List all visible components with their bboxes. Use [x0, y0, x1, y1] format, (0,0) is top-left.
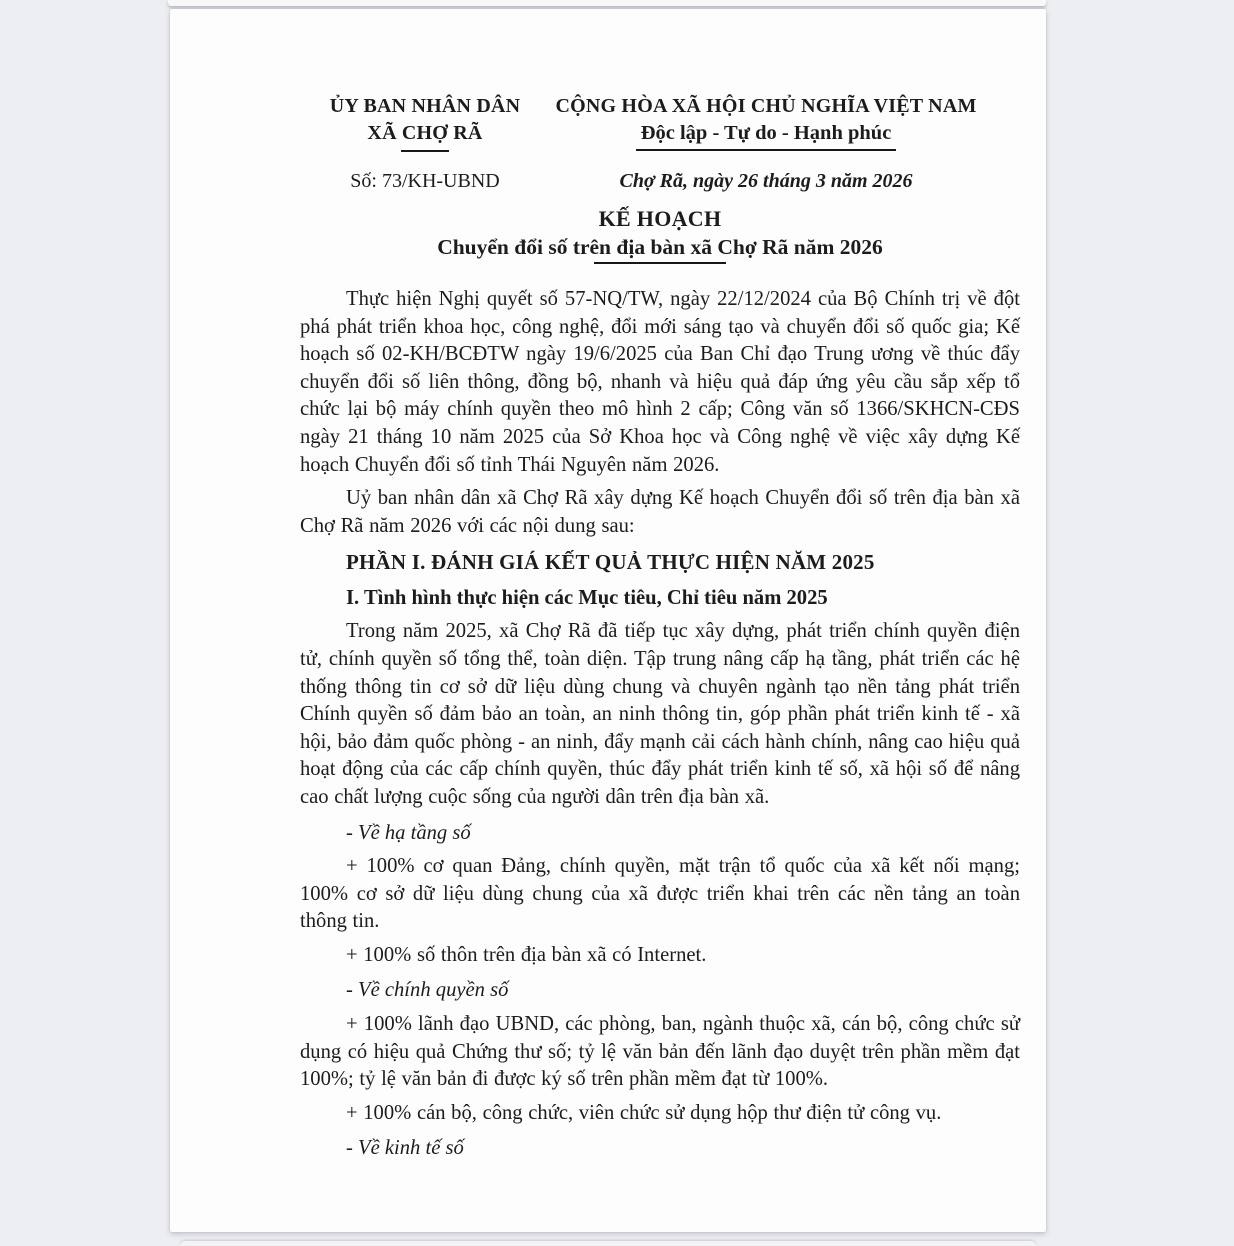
national-motto: Độc lập - Tự do - Hạnh phúc — [636, 120, 897, 151]
org-underline — [401, 150, 449, 152]
national-title: CỘNG HÒA XÃ HỘI CHỦ NGHĨA VIỆT NAM — [555, 95, 977, 117]
issuing-org-block — [300, 93, 550, 195]
title-underline — [594, 262, 726, 264]
document-title-block — [300, 205, 1020, 264]
italic-subheading: - Về chính quyền số — [346, 979, 509, 1002]
section-heading: PHẦN I. ĐÁNH GIÁ KẾT QUẢ THỰC HIỆN NĂM 2025 — [346, 550, 875, 575]
paragraph: Trong năm 2025, xã Chợ Rã đã tiếp tục xây dựng, phát triển chính quyền điện tử, chính quyền số tổng thể, toàn diện. Tập trung nâng cấp hạ tầng, phát triển các hệ thống thông tin cơ sở dữ liệu dùng chung và chuyên ngành tạo nền tảng phát triển Chính quyền số đảm bảo an toàn, an ninh thông tin, góp phần phát triển kinh tế - xã hội, bảo đảm quốc phòng - an ninh, đẩy mạnh cải cách hành chính, nâng cao hiệu quả hoạt động của các cấp chính quyền, thúc đẩy phát triển kinh tế số, xã hội số để nâng cao chất lượng cuộc sống của người dân trên địa bàn xã. — [300, 620, 1020, 808]
place-date-line: Chợ Rã, ngày 26 tháng 3 năm 2026 — [619, 170, 913, 192]
indicator-item: + 100% lãnh đạo UBND, các phòng, ban, ngành thuộc xã, cán bộ, công chức sử dụng có hiệu quả Chứng thư số; tỷ lệ văn bản đến lãnh đạo duyệt trên phần mềm đạt 100%; tỷ lệ văn bản đi được ký số trên phần mềm đạt từ 100%. — [300, 1013, 1020, 1091]
org-name-line1: ỦY BAN NHÂN DÂN — [329, 95, 521, 117]
indicator-item: + 100% số thôn trên địa bàn xã có Internet. — [346, 943, 707, 966]
national-header-block — [554, 93, 978, 193]
italic-subheading: - Về kinh tế số — [346, 1137, 464, 1160]
indicator-item: + 100% cơ quan Đảng, chính quyền, mặt trận tổ quốc của xã kết nối mạng; 100% cơ sở dữ liệu dùng chung của xã được triển khai trên các nền tảng an toàn thông tin. — [300, 855, 1020, 933]
document-body — [300, 286, 1020, 1163]
paragraph: Uỷ ban nhân dân xã Chợ Rã xây dựng Kế hoạch Chuyển đổi số trên địa bàn xã Chợ Rã năm 2026 với các nội dung sau: — [300, 487, 1020, 537]
document-page — [170, 9, 1046, 1232]
document-number: Số: 73/KH-UBND — [350, 170, 500, 192]
indicator-item: + 100% cán bộ, công chức, viên chức sử dụng hộp thư điện tử công vụ. — [346, 1101, 942, 1124]
paragraph: Thực hiện Nghị quyết số 57-NQ/TW, ngày 22/12/2024 của Bộ Chính trị về đột phá phát triển khoa học, công nghệ, đổi mới sáng tạo và chuyển đổi số quốc gia; Kế hoạch số 02-KH/BCĐTW ngày 19/6/2025 của Ban Chỉ đạo Trung ương về thúc đẩy chuyển đổi số liên thông, đồng bộ, nhanh và hiệu quả đáp ứng yêu cầu sắp xếp tổ chức lại bộ máy chính quyền theo mô hình 2 cấp; Công văn số 1366/SKHCN-CĐS ngày 21 tháng 10 năm 2025 của Sở Khoa học và Công nghệ về việc xây dựng Kế hoạch Chuyển đổi số tỉnh Thái Nguyên năm 2026. — [300, 288, 1020, 476]
sub-section-heading: I. Tình hình thực hiện các Mục tiêu, Chỉ tiêu năm 2025 — [346, 587, 828, 610]
national-motto-row — [554, 120, 978, 151]
document-title: KẾ HOẠCH — [598, 206, 722, 231]
document-subtitle: Chuyển đổi số trên địa bàn xã Chợ Rã năm 2026 — [437, 235, 883, 259]
document-header — [300, 93, 1020, 195]
italic-subheading: - Về hạ tầng số — [346, 821, 471, 844]
previous-page-edge — [168, 0, 1046, 6]
next-page-edge — [180, 1241, 1036, 1246]
org-name-line2: XÃ CHỢ RÃ — [367, 122, 483, 144]
